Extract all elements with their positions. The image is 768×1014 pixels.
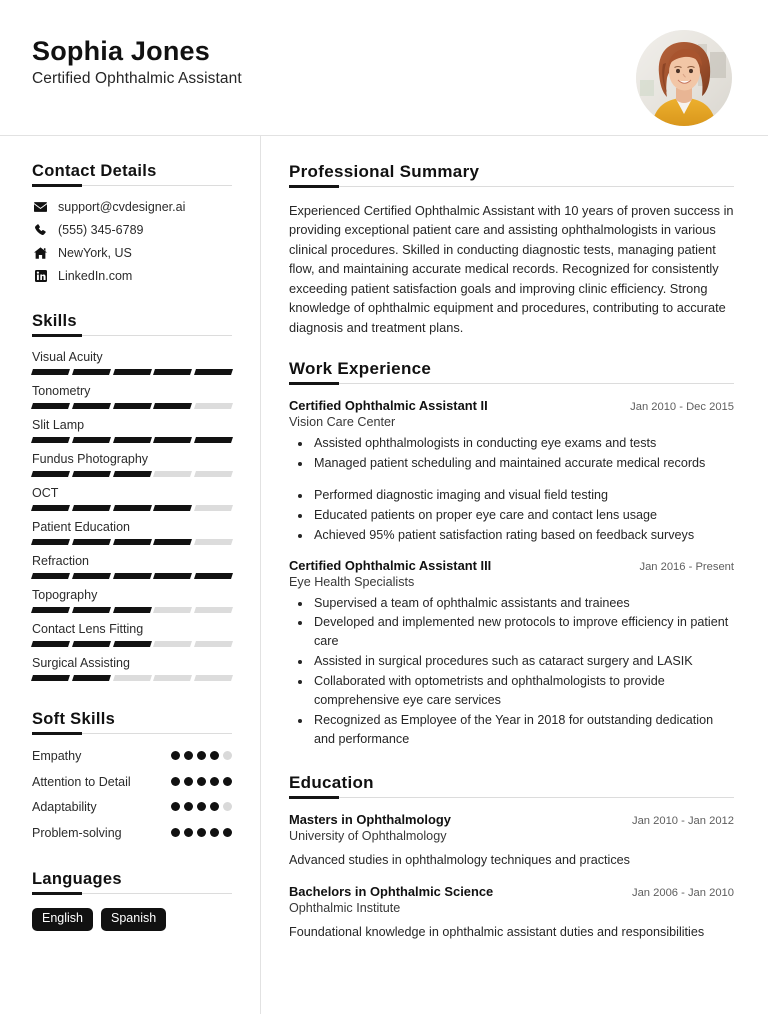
rating-dot: [210, 828, 219, 837]
soft-skill-row: [32, 748, 232, 765]
contact-item-linkedin[interactable]: [32, 269, 232, 283]
language-badge-list: [32, 908, 232, 931]
contact-item-location[interactable]: [32, 246, 232, 260]
section-soft-skills: [32, 710, 232, 841]
section-underline: [32, 893, 232, 894]
experience-entry: [289, 398, 734, 544]
skill-level-bar: [32, 403, 232, 409]
soft-skill-row: [32, 799, 232, 816]
experience-list: [289, 398, 734, 749]
job-bullet: • Performed diagnostic imaging and visual field testing: [312, 486, 734, 505]
skill-bar-segment: [113, 641, 152, 647]
section-title: Soft Skills: [32, 710, 116, 728]
section-languages: [32, 870, 232, 931]
phone-icon: [32, 224, 49, 236]
rating-dot: [197, 751, 206, 760]
soft-skill-name: Adaptability: [32, 800, 97, 814]
job-date-range: Jan 2016 - Present: [639, 560, 734, 573]
avatar-photo-icon: [636, 30, 732, 126]
skill-bar-segment: [194, 471, 233, 477]
skill-level-bar: [32, 539, 232, 545]
skill-bar-segment: [194, 505, 233, 511]
skill-row: [32, 520, 232, 545]
skills-list: [32, 350, 232, 681]
soft-skills-list: [32, 748, 232, 841]
job-title: Certified Ophthalmic Assistant III: [289, 557, 492, 573]
rating-dot: [171, 828, 180, 837]
skill-name: Slit Lamp: [32, 418, 85, 432]
skill-row: [32, 486, 232, 511]
rating-dot: [223, 777, 232, 786]
spacer: [289, 753, 734, 773]
skill-level-bar: [32, 437, 232, 443]
spacer: [289, 547, 734, 558]
language-badge[interactable]: English: [32, 908, 93, 931]
rating-dot: [184, 751, 193, 760]
skill-name: OCT: [32, 486, 59, 500]
entry-header: [289, 558, 734, 573]
skill-name: Visual Acuity: [32, 350, 103, 364]
skill-bar-segment: [194, 641, 233, 647]
education-entry: [289, 812, 734, 870]
rating-dot: [171, 751, 180, 760]
section-title: Work Experience: [289, 359, 432, 379]
skill-bar-segment: [194, 369, 233, 375]
skill-bar-segment: [153, 607, 192, 613]
skill-bar-segment: [72, 403, 111, 409]
skill-bar-segment: [72, 437, 111, 443]
page-title: Sophia Jones: [32, 36, 210, 66]
entry-header: [289, 884, 734, 899]
language-badge[interactable]: Spanish: [101, 908, 166, 931]
rating-dot: [171, 777, 180, 786]
skill-level-bar: [32, 675, 232, 681]
skill-bar-segment: [153, 403, 192, 409]
rating-dot: [210, 777, 219, 786]
job-bullet: • Assisted in surgical procedures such as cataract surgery and LASIK: [312, 652, 734, 671]
section-underline: [289, 797, 734, 798]
section-title: Professional Summary: [289, 162, 480, 181]
section-title: Contact Details: [32, 162, 157, 180]
rating-dot: [210, 751, 219, 760]
section-underline: [289, 186, 734, 187]
skill-bar-segment: [153, 369, 192, 375]
education-list: [289, 812, 734, 942]
job-bullet: • Recognized as Employee of the Year in 2018 for outstanding dedication and performance: [312, 711, 734, 749]
linkedin-icon: [32, 270, 49, 282]
contact-email-text: support@cvdesigner.ai: [58, 200, 186, 214]
sidebar: [0, 136, 261, 1014]
skill-bar-segment: [194, 607, 233, 613]
skill-bar-segment: [153, 471, 192, 477]
rating-dot: [184, 777, 193, 786]
envelope-icon: [32, 202, 49, 212]
job-date-range: Jan 2010 - Dec 2015: [630, 401, 734, 414]
skill-level-bar: [32, 471, 232, 477]
section-education: [289, 773, 734, 942]
skill-level-bar: [32, 505, 232, 511]
job-bullet: • Assisted ophthalmologists in conducting eye exams and tests: [312, 434, 734, 453]
section-underline: [32, 733, 232, 734]
rating-dot: [184, 802, 193, 811]
skill-bar-segment: [113, 505, 152, 511]
skill-bar-segment: [72, 369, 111, 375]
rating-dot: [223, 802, 232, 811]
section-title: Education: [289, 772, 374, 792]
skill-level-bar: [32, 369, 232, 375]
skill-bar-segment: [113, 675, 152, 681]
contact-item-phone[interactable]: [32, 223, 232, 237]
skill-bar-segment: [113, 539, 152, 545]
section-professional-summary: [289, 162, 734, 337]
skill-bar-segment: [72, 471, 111, 477]
skill-bar-segment: [72, 505, 111, 511]
degree-title: Bachelors in Ophthalmic Science: [289, 883, 494, 899]
skill-row: [32, 418, 232, 443]
skill-bar-segment: [153, 505, 192, 511]
contact-location-text: NewYork, US: [58, 246, 132, 260]
skill-name: Surgical Assisting: [32, 656, 130, 670]
skill-bar-segment: [31, 437, 70, 443]
spacer: [289, 872, 734, 884]
skill-bar-segment: [31, 675, 70, 681]
skill-row: [32, 588, 232, 613]
job-bullet-list: [289, 434, 734, 473]
soft-skill-rating: [171, 825, 232, 837]
entry-header: [289, 398, 734, 413]
soft-skill-name: Problem-solving: [32, 825, 122, 840]
skill-bar-segment: [31, 539, 70, 545]
skill-row: [32, 384, 232, 409]
skill-bar-segment: [194, 437, 233, 443]
skill-bar-segment: [153, 437, 192, 443]
skill-name: Contact Lens Fitting: [32, 622, 144, 636]
skill-name: Topography: [32, 588, 98, 602]
skill-row: [32, 452, 232, 477]
skill-bar-segment: [31, 573, 70, 579]
skill-bar-segment: [72, 675, 111, 681]
job-bullet: • Educated patients on proper eye care and contact lens usage: [312, 506, 734, 525]
soft-skill-row: [32, 774, 232, 791]
skill-bar-segment: [31, 607, 70, 613]
avatar: [636, 30, 732, 126]
soft-skill-row: [32, 825, 232, 842]
skill-bar-segment: [31, 471, 70, 477]
resume-body: [0, 136, 768, 1014]
skill-bar-segment: [153, 675, 192, 681]
job-bullet-list: [289, 594, 734, 749]
skill-bar-segment: [113, 403, 152, 409]
contact-linkedin-text: LinkedIn.com: [58, 269, 133, 283]
contact-item-email[interactable]: [32, 200, 232, 214]
skill-bar-segment: [31, 505, 70, 511]
job-bullet: • Managed patient scheduling and maintained accurate medical records: [312, 454, 734, 473]
rating-dot: [197, 777, 206, 786]
rating-dot: [223, 828, 232, 837]
section-underline: [32, 335, 232, 336]
skill-bar-segment: [194, 539, 233, 545]
degree-date-range: Jan 2010 - Jan 2012: [631, 814, 734, 827]
skill-bar-segment: [194, 675, 233, 681]
company-name: Eye Health Specialists: [289, 574, 415, 589]
contact-list: [32, 200, 232, 283]
skill-name: Tonometry: [32, 384, 91, 398]
skill-name: Refraction: [32, 554, 89, 568]
job-bullet: • Achieved 95% patient satisfaction rating based on feedback surveys: [312, 526, 734, 545]
header-text-block: [32, 28, 242, 88]
skill-level-bar: [32, 641, 232, 647]
section-contact-details: [32, 162, 232, 283]
soft-skill-name: Attention to Detail: [32, 774, 131, 789]
institution-name: University of Ophthalmology: [289, 828, 447, 843]
experience-entry: [289, 558, 734, 749]
entry-header: [289, 812, 734, 827]
section-title: Languages: [32, 870, 122, 888]
skill-row: [32, 350, 232, 375]
professional-headline: Certified Ophthalmic Assistant: [32, 70, 242, 88]
skill-name: Patient Education: [32, 520, 130, 534]
job-bullet: • Developed and implemented new protocols to improve efficiency in patient care: [312, 613, 734, 651]
job-bullet: • Supervised a team of ophthalmic assistants and trainees: [312, 594, 734, 613]
skill-bar-segment: [153, 573, 192, 579]
rating-dot: [197, 828, 206, 837]
skill-name: Fundus Photography: [32, 452, 149, 466]
spacer: [32, 850, 232, 870]
section-skills: [32, 312, 232, 681]
skill-bar-segment: [31, 403, 70, 409]
skill-bar-segment: [153, 641, 192, 647]
summary-text: Experienced Certified Ophthalmic Assistant with 10 years of proven success in providing exceptional patient care and assisting ophthalmologists in various clinical procedures. Skilled in conducting diagnostic tests, managing patient flow, and maintaining accurate medical records. Recognized for consistently exceeding patient satisfaction goals and improving clinic efficiency. Strong knowledge of ophthalmic equipment and procedures, contributing to accurate diagnosis and treatment plans.: [289, 203, 734, 335]
spacer: [32, 690, 232, 710]
soft-skill-name: Empathy: [32, 749, 82, 763]
degree-title: Masters in Ophthalmology: [289, 811, 451, 827]
contact-phone-text: (555) 345-6789: [58, 223, 144, 237]
resume-header: [0, 0, 768, 136]
skill-level-bar: [32, 573, 232, 579]
skill-bar-segment: [113, 607, 152, 613]
job-bullet: • Collaborated with optometrists and ophthalmologists to provide comprehensive eye care services: [312, 672, 734, 710]
skill-bar-segment: [113, 369, 152, 375]
section-work-experience: [289, 359, 734, 749]
section-underline: [32, 185, 232, 186]
rating-dot: [171, 802, 180, 811]
institution-name: Ophthalmic Institute: [289, 900, 401, 915]
skill-bar-segment: [113, 471, 152, 477]
skill-row: [32, 656, 232, 681]
rating-dot: [210, 802, 219, 811]
education-description: Advanced studies in ophthalmology techniques and practices: [289, 852, 630, 867]
skill-bar-segment: [113, 573, 152, 579]
section-underline: [289, 383, 734, 384]
spacer: [32, 292, 232, 312]
job-bullet-list: [289, 486, 734, 545]
skill-bar-segment: [72, 607, 111, 613]
soft-skill-rating: [171, 748, 232, 760]
skill-bar-segment: [31, 369, 70, 375]
home-icon: [32, 247, 49, 259]
soft-skill-rating: [171, 774, 232, 786]
education-entry: [289, 884, 734, 942]
skill-row: [32, 622, 232, 647]
skill-row: [32, 554, 232, 579]
soft-skill-rating: [171, 799, 232, 811]
rating-dot: [223, 751, 232, 760]
job-title: Certified Ophthalmic Assistant II: [289, 398, 488, 414]
skill-bar-segment: [72, 573, 111, 579]
skill-bar-segment: [72, 539, 111, 545]
rating-dot: [197, 802, 206, 811]
main-content: [261, 136, 768, 1014]
skill-bar-segment: [153, 539, 192, 545]
degree-date-range: Jan 2006 - Jan 2010: [631, 886, 734, 899]
education-description: Foundational knowledge in ophthalmic assistant duties and responsibilities: [289, 924, 705, 939]
skill-bar-segment: [31, 641, 70, 647]
section-title: Skills: [32, 312, 77, 330]
company-name: Vision Care Center: [289, 415, 396, 430]
rating-dot: [184, 828, 193, 837]
skill-level-bar: [32, 607, 232, 613]
skill-bar-segment: [113, 437, 152, 443]
skill-bar-segment: [194, 573, 233, 579]
skill-bar-segment: [72, 641, 111, 647]
skill-bar-segment: [194, 403, 233, 409]
